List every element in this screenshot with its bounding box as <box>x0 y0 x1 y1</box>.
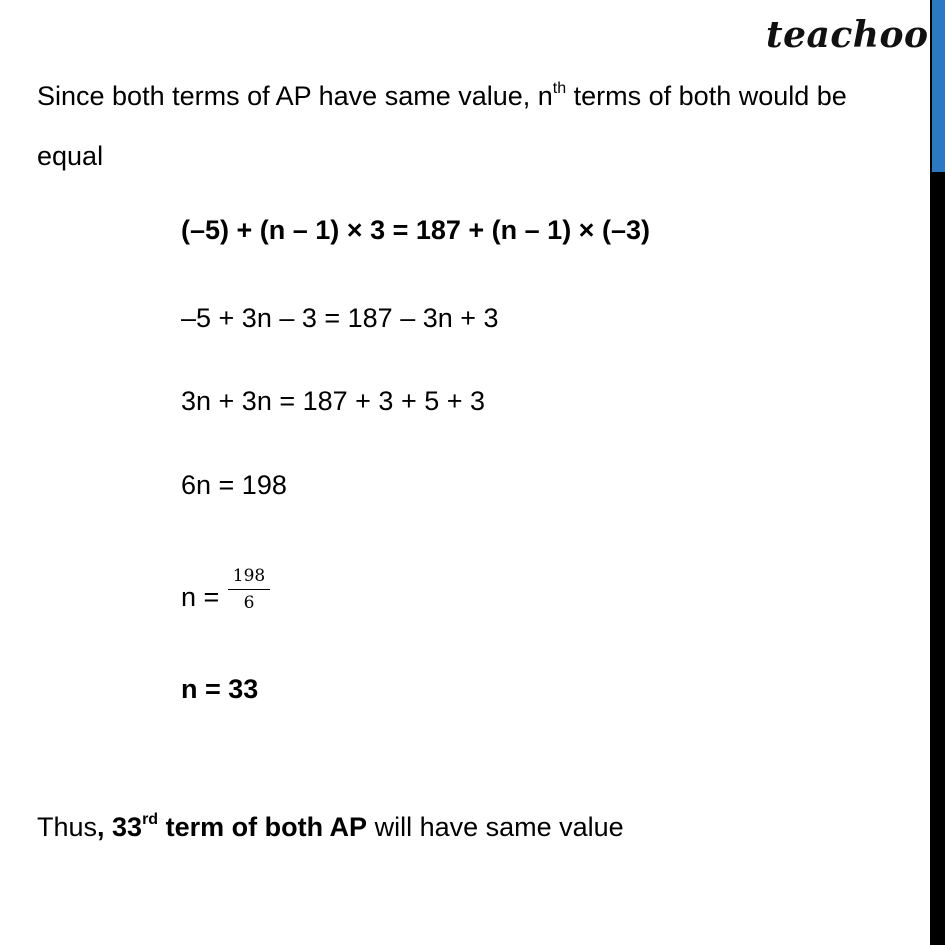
equation-5-lhs: n = <box>181 582 220 612</box>
equation-result: n = 33 <box>181 674 259 704</box>
intro-superscript: th <box>552 80 567 97</box>
fraction-numerator: 198 <box>228 565 270 590</box>
scrollbar-thumb[interactable] <box>932 0 945 172</box>
fraction <box>228 565 270 614</box>
equation-1: (–5) + (n – 1) × 3 = 187 + (n – 1) × (–3) <box>181 215 650 245</box>
conclusion-bold-a: , 33 <box>97 812 143 842</box>
fraction-denominator: 6 <box>243 593 255 613</box>
conclusion-superscript: rd <box>142 811 159 828</box>
conclusion-prefix: Thus <box>37 812 98 842</box>
conclusion-bold-b: term of both AP <box>158 812 368 842</box>
intro-text-a: Since both terms of AP have same value, n <box>37 81 553 111</box>
equation-3: 3n + 3n = 187 + 3 + 5 + 3 <box>181 386 486 416</box>
teachoo-logo: teachoo <box>766 14 929 56</box>
intro-line-2: equal <box>37 141 104 171</box>
equation-4: 6n = 198 <box>181 470 287 500</box>
scrollbar-track[interactable] <box>930 0 945 945</box>
conclusion-suffix: will have same value <box>367 812 624 842</box>
conclusion-line <box>37 810 624 844</box>
equation-5 <box>181 580 219 614</box>
intro-text-b: terms of both would be <box>566 81 847 111</box>
equation-2: –5 + 3n – 3 = 187 – 3n + 3 <box>181 303 499 333</box>
intro-line-1 <box>37 79 847 113</box>
